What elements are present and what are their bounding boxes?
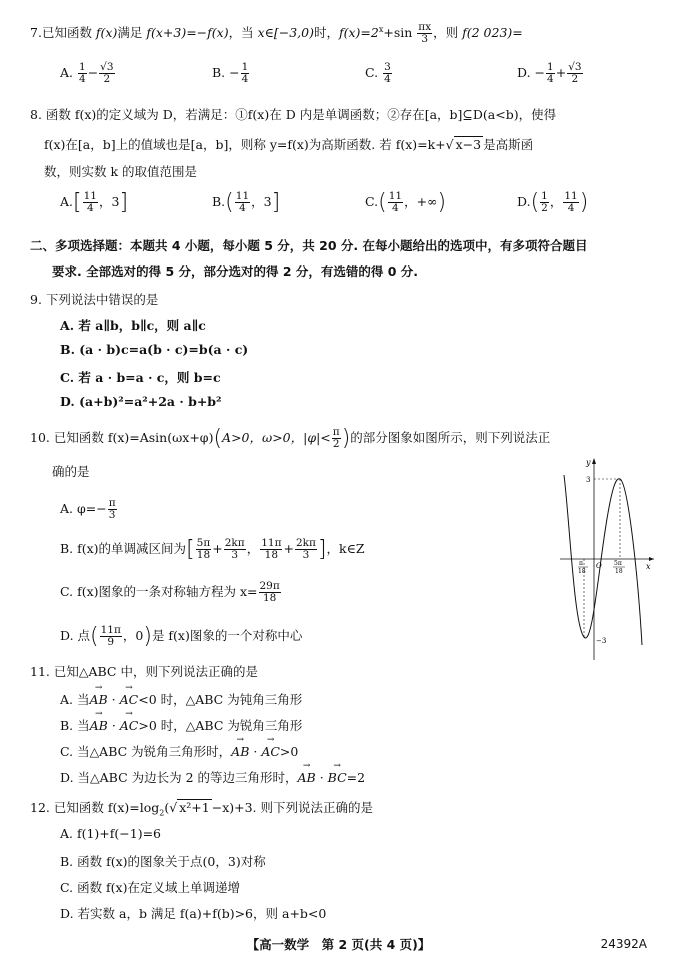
question-10-option-c: C. f(x)图象的一条对称轴方程为 x= $\frac{29\pi}{18}$ (60, 580, 280, 605)
question-7-option-a: A. $\frac{1}{4}$ − $\frac{√3}{2}$ (60, 61, 114, 86)
page-footer: 【高一数学 第 2 页(共 4 页)】 (246, 937, 431, 952)
tick-right-denominator: 18 (615, 568, 623, 575)
question-11-option-b: B. 当→ AB · → AC>0 时，△ABC 为锐角三角形 (60, 716, 302, 734)
question-8-line-1: 8. 函数 f(x)的定义域为 D，若满足：①f(x)在 D 内是单调函数；②存在[a，b]⊆D(a<b)，使得 (30, 107, 557, 122)
question-10-function-graph (558, 455, 658, 665)
question-11-option-c: C. 当△ABC 为锐角三角形时，→ AB · → AC>0 (60, 742, 298, 760)
question-7-option-b: B. − $\frac{1}{4}$ (212, 61, 249, 86)
tick-left-denominator: 18 (578, 568, 586, 575)
x-axis-arrow-icon (649, 557, 654, 561)
y-axis-arrow-icon (592, 458, 596, 464)
question-10-stem: 10. 已知函数 f(x)=Asin(ωx+φ)(A>0，ω>0，|φ|< $\frac{\pi}{2}$ )的部分图象如图所示，则下列说法正 (30, 425, 551, 451)
section-2-header-line-1: 二、多项选择题：本题共 4 小题，每小题 5 分，共 20 分. 在每小题给出的选项中，有多项符合题目 (30, 238, 588, 253)
question-7-stem: 7.已知函数 f(x)满足 f(x+3)=−f(x)，当 x∈[−3,0)时，$f(x)=2^x+\sin$ $\frac{\pi x}{3}$ ，则 f(2 023)= (30, 21, 523, 46)
x-axis-label: x (646, 562, 651, 571)
question-9-option-c: C. 若 a · b=a · c，则 b=c (60, 370, 221, 385)
question-11-option-a: A. 当→ AB · → AC<0 时，△ABC 为钝角三角形 (60, 690, 302, 708)
question-12-option-c: C. 函数 f(x)在定义域上单调递增 (60, 880, 240, 895)
question-11-option-d: D. 当△ABC 为边长为 2 的等边三角形时，→ AB · → BC=2 (60, 768, 365, 786)
section-2-header-line-2: 要求. 全部选对的得 5 分，部分选对的得 2 分，有选错的得 0 分. (52, 264, 419, 279)
tick-left-numerator: π (579, 560, 583, 567)
question-10-option-b: B. f(x)的单调减区间为[ $\frac{5\pi}{18}$ + $\frac{2k\pi}{3}$ ， $\frac{11\pi}{18}$ + $\frac{2k\pi}{3}$ ]，k∈Z (60, 536, 365, 562)
question-10-stem-line-2: 确的是 (52, 464, 90, 479)
question-7-option-d: D. − $\frac{1}{4}$ + $\frac{√3}{2}$ (517, 61, 582, 86)
question-12-stem: 12. 已知函数 $f(x)=\log_2(√$ x²+1 −x)+3. 则下列说法正确的是 (30, 800, 373, 818)
tick-right-numerator: 5π (614, 560, 622, 567)
question-9-stem: 9. 下列说法中错误的是 (30, 292, 159, 307)
tick-label-bottom: −3 (596, 637, 607, 645)
question-10-option-d: D. 点( $\frac{11\pi}{9}$ ，0)是 f(x)图象的一个对称中心 (60, 623, 303, 649)
question-7-option-c: C. $\frac{3}{4}$ (365, 61, 391, 86)
question-8-line-2: f(x)在[a，b]上的值域也是[a，b]，则称 y=f(x)为高斯函数. 若 f(x)=k+√ x−3 是高斯函 (44, 137, 534, 152)
origin-label: O (596, 562, 602, 570)
sine-curve (564, 475, 642, 645)
question-12-option-a: A. f(1)+f(−1)=6 (60, 826, 162, 841)
question-8-option-a: A.[ $\frac{11}{4}$ ，3] (60, 189, 129, 215)
question-8-option-d: D.( $\frac{1}{2}$ ， $\frac{11}{4}$ ) (517, 189, 589, 215)
question-12-option-d: D. 若实数 a，b 满足 f(a)+f(b)>6，则 a+b<0 (60, 906, 327, 921)
question-9-option-d: D. (a+b)²=a²+2a · b+b² (60, 394, 222, 409)
question-8-option-b: B.( $\frac{11}{4}$ ，3] (212, 189, 281, 215)
question-12-option-b: B. 函数 f(x)的图象关于点(0，3)对称 (60, 854, 266, 869)
tick-label-top: 3 (586, 476, 591, 484)
question-10-option-a: A. φ=− $\frac{\pi}{3}$ (60, 497, 116, 522)
question-9-option-a: A. 若 a∥b，b∥c，则 a∥c (60, 318, 206, 333)
question-9-option-b: B. (a · b)c=a(b · c)=b(a · c) (60, 342, 249, 357)
question-8-line-3: 数，则实数 k 的取值范围是 (44, 164, 198, 179)
exam-code: 24392A (600, 937, 647, 951)
y-axis-label: y (586, 458, 591, 467)
question-11-stem: 11. 已知△ABC 中，则下列说法正确的是 (30, 664, 258, 679)
question-8-option-c: C.( $\frac{11}{4}$ ，+∞) (365, 189, 447, 215)
